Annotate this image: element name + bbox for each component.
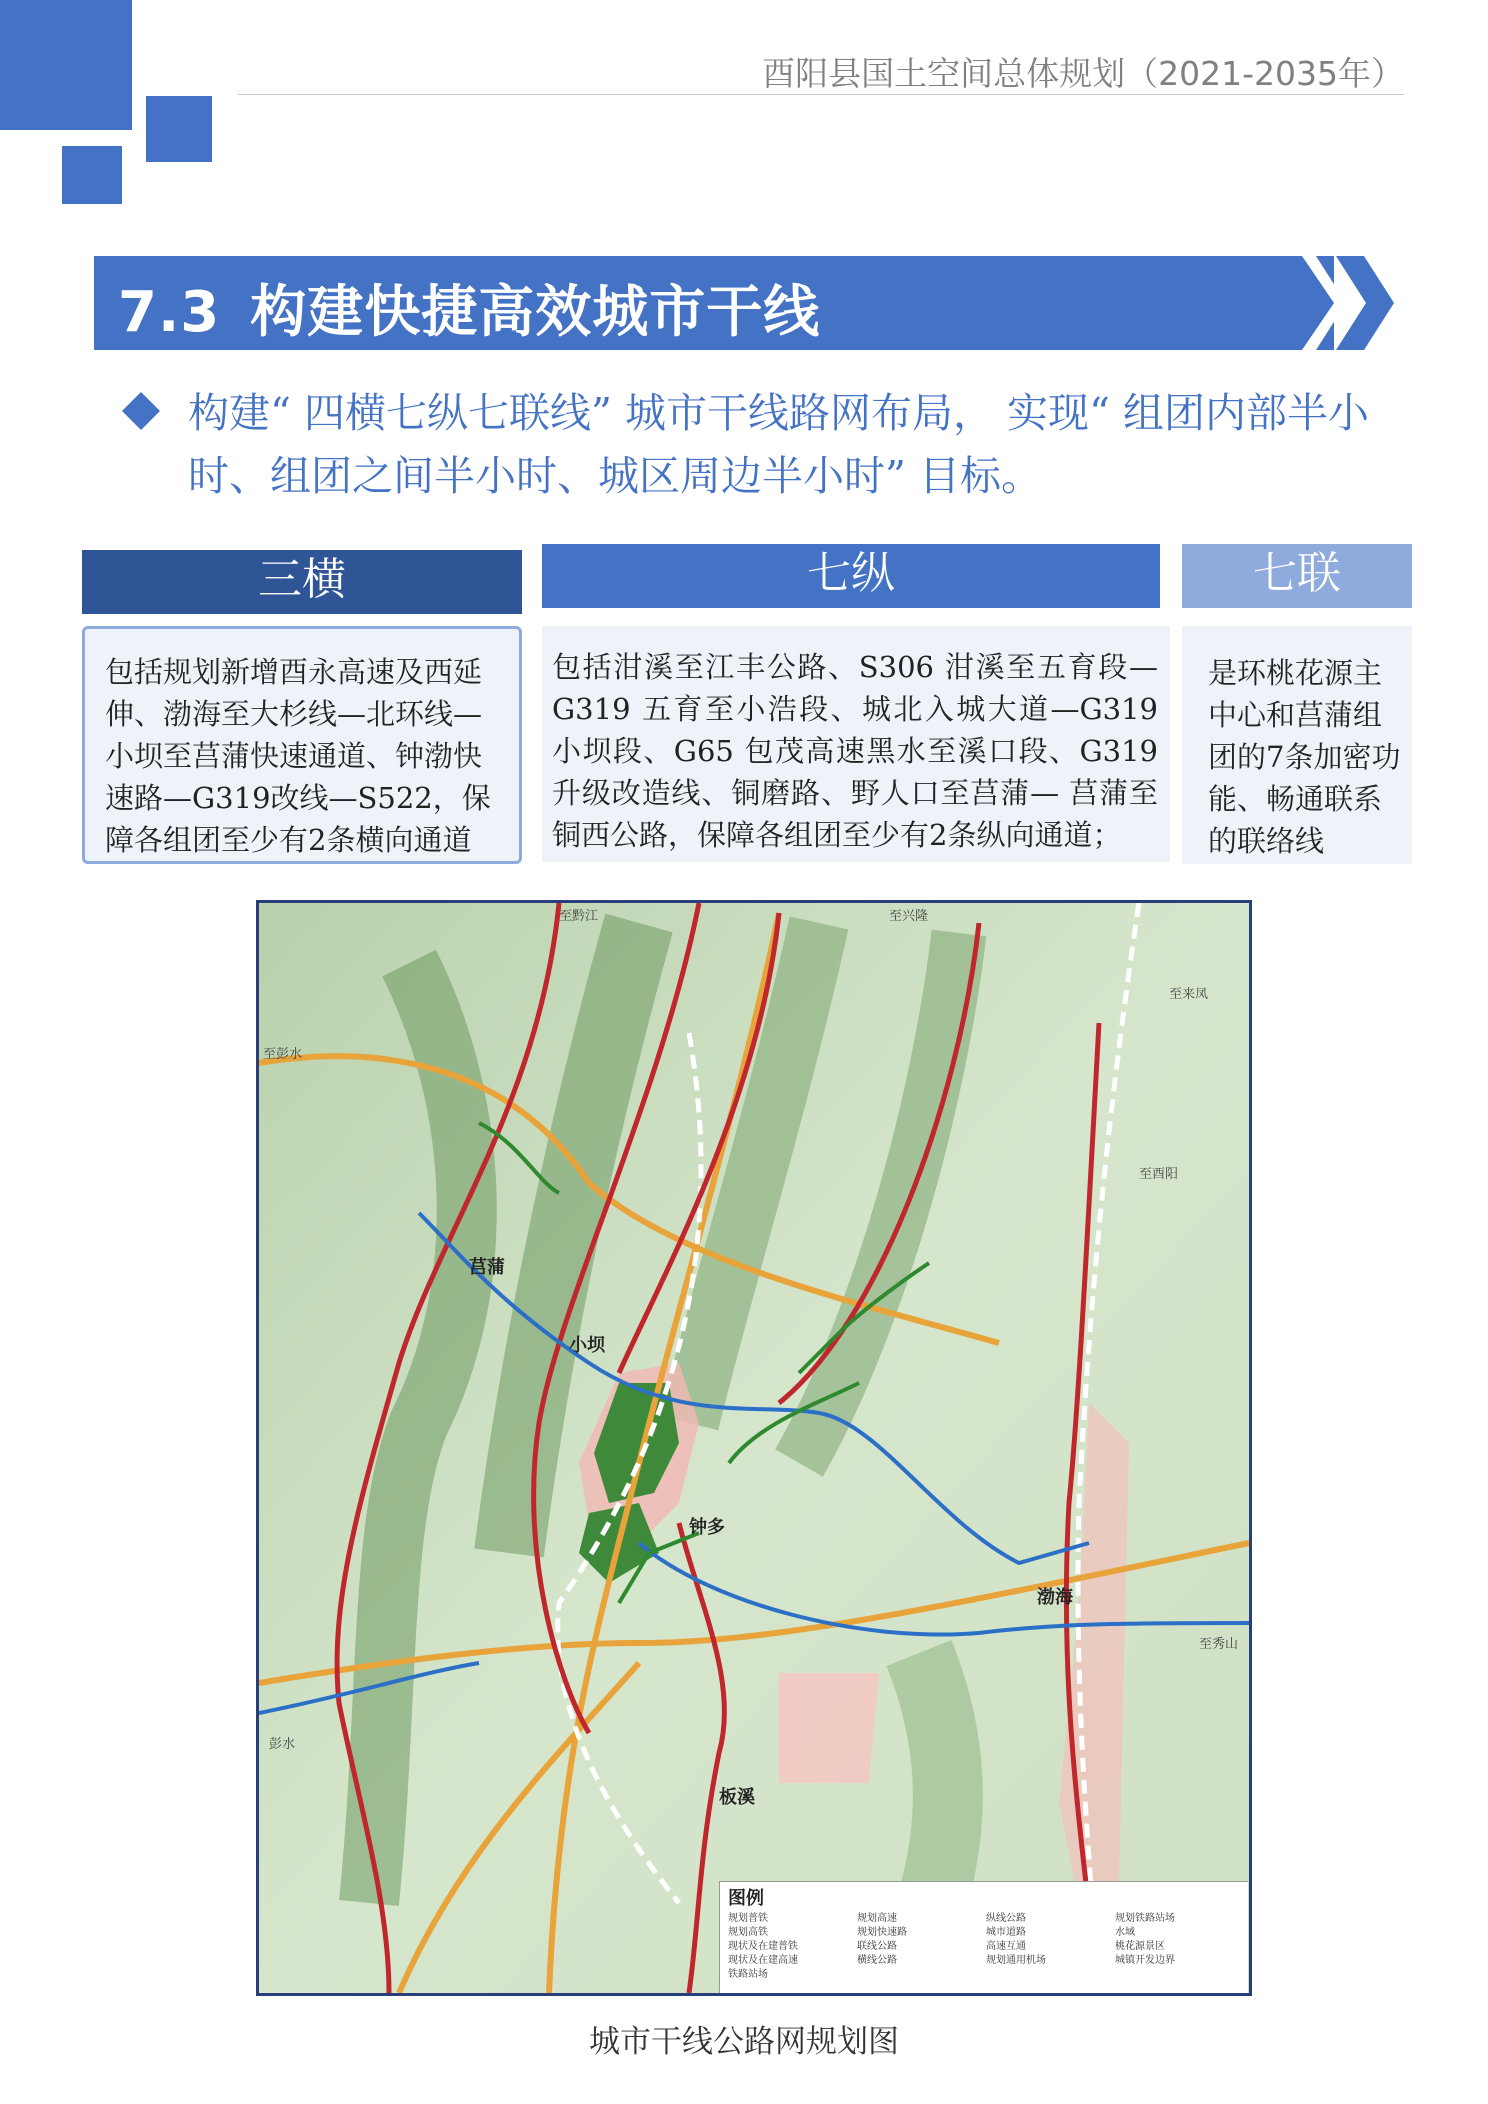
double-chevron-icon [1320,256,1400,350]
legend-item: 规划高铁 [728,1927,768,1938]
legend-title: 图例 [728,1888,764,1909]
header-divider [238,94,1404,95]
legend-item: 纵线公路 [986,1913,1026,1924]
legend-item: 联线公路 [857,1941,897,1952]
column-heading-zong: 七纵 [542,544,1160,608]
map-label: 彭水 [269,1737,296,1752]
corner-decoration-square [146,96,212,162]
legend-item: 横线公路 [857,1955,897,1966]
column-body-lian: 是环桃花源主中心和莒蒲组团的7条加密功能、畅通联系的联络线 [1182,626,1412,864]
column-body-heng: 包括规划新增酉永高速及西延伸、渤海至大杉线—北环线—小坝至莒蒲快速通道、钟渤快速路—G319改线—S522，保障各组团至少有2条横向通道 [82,626,522,864]
legend-item: 城市道路 [986,1927,1026,1938]
legend-item: 规划普铁 [728,1913,768,1924]
column-heading-lian: 七联 [1182,544,1412,608]
diamond-bullet-icon [122,392,160,430]
map-legend [719,1881,1248,1994]
legend-item: 城镇开发边界 [1115,1955,1175,1966]
town-label: 莒蒲 [469,1257,505,1278]
section-heading: 构建快捷高效城市干线 [250,279,821,345]
section-title [118,268,820,348]
legend-item: 桃花源景区 [1115,1941,1165,1952]
legend-item: 水域 [1115,1927,1135,1938]
legend-item: 现状及在建普铁 [728,1941,798,1952]
map-label: 至黔江 [559,909,599,924]
legend-item: 铁路站场 [728,1969,768,1980]
road-network-map [256,900,1252,1996]
town-label: 钟多 [689,1517,725,1538]
town-label: 渤海 [1037,1587,1073,1608]
column-body-zong: 包括泔溪至江丰公路、S306 泔溪至五育段—G319 五育至小浩段、城北入城大道—G319 小坝段、G65 包茂高速黑水至溪口段、G319 升级改造线、铜磨路、野人口至莒蒲— 莒蒲至铜西公路，保障各组团至少有2条纵向通道； [542,626,1170,862]
town-label: 小坝 [569,1335,605,1356]
legend-item: 规划高速 [857,1913,897,1924]
town-label: 板溪 [719,1787,755,1808]
figure-caption: 城市干线公路网规划图 [589,2024,899,2060]
legend-item: 规划通用机场 [986,1955,1046,1966]
lead-statement: 构建“ 四横七纵七联线” 城市干线路网布局， 实现“ 组团内部半小时、组团之间半小时、城区周边半小时” 目标。 [188,389,1370,500]
column-heading-heng: 三横 [82,550,522,614]
map-canvas [259,903,1249,1993]
section-number: 7.3 [118,280,221,345]
map-label: 至彭水 [263,1047,303,1062]
map-label: 至酉阳 [1139,1167,1179,1182]
urban-area [779,1673,879,1783]
legend-item: 高速互通 [986,1941,1026,1952]
legend-item: 现状及在建高速 [728,1955,798,1966]
map-label: 至兴隆 [889,909,929,924]
corner-decoration-square [0,0,132,130]
document-header: 酉阳县国土空间总体规划（2021-2035年） [762,54,1404,93]
map-label: 至来凤 [1169,987,1209,1002]
corner-decoration-square [62,146,122,204]
legend-item: 规划铁路站场 [1115,1913,1175,1924]
legend-item: 规划快速路 [857,1927,907,1938]
map-label: 至秀山 [1199,1637,1239,1652]
